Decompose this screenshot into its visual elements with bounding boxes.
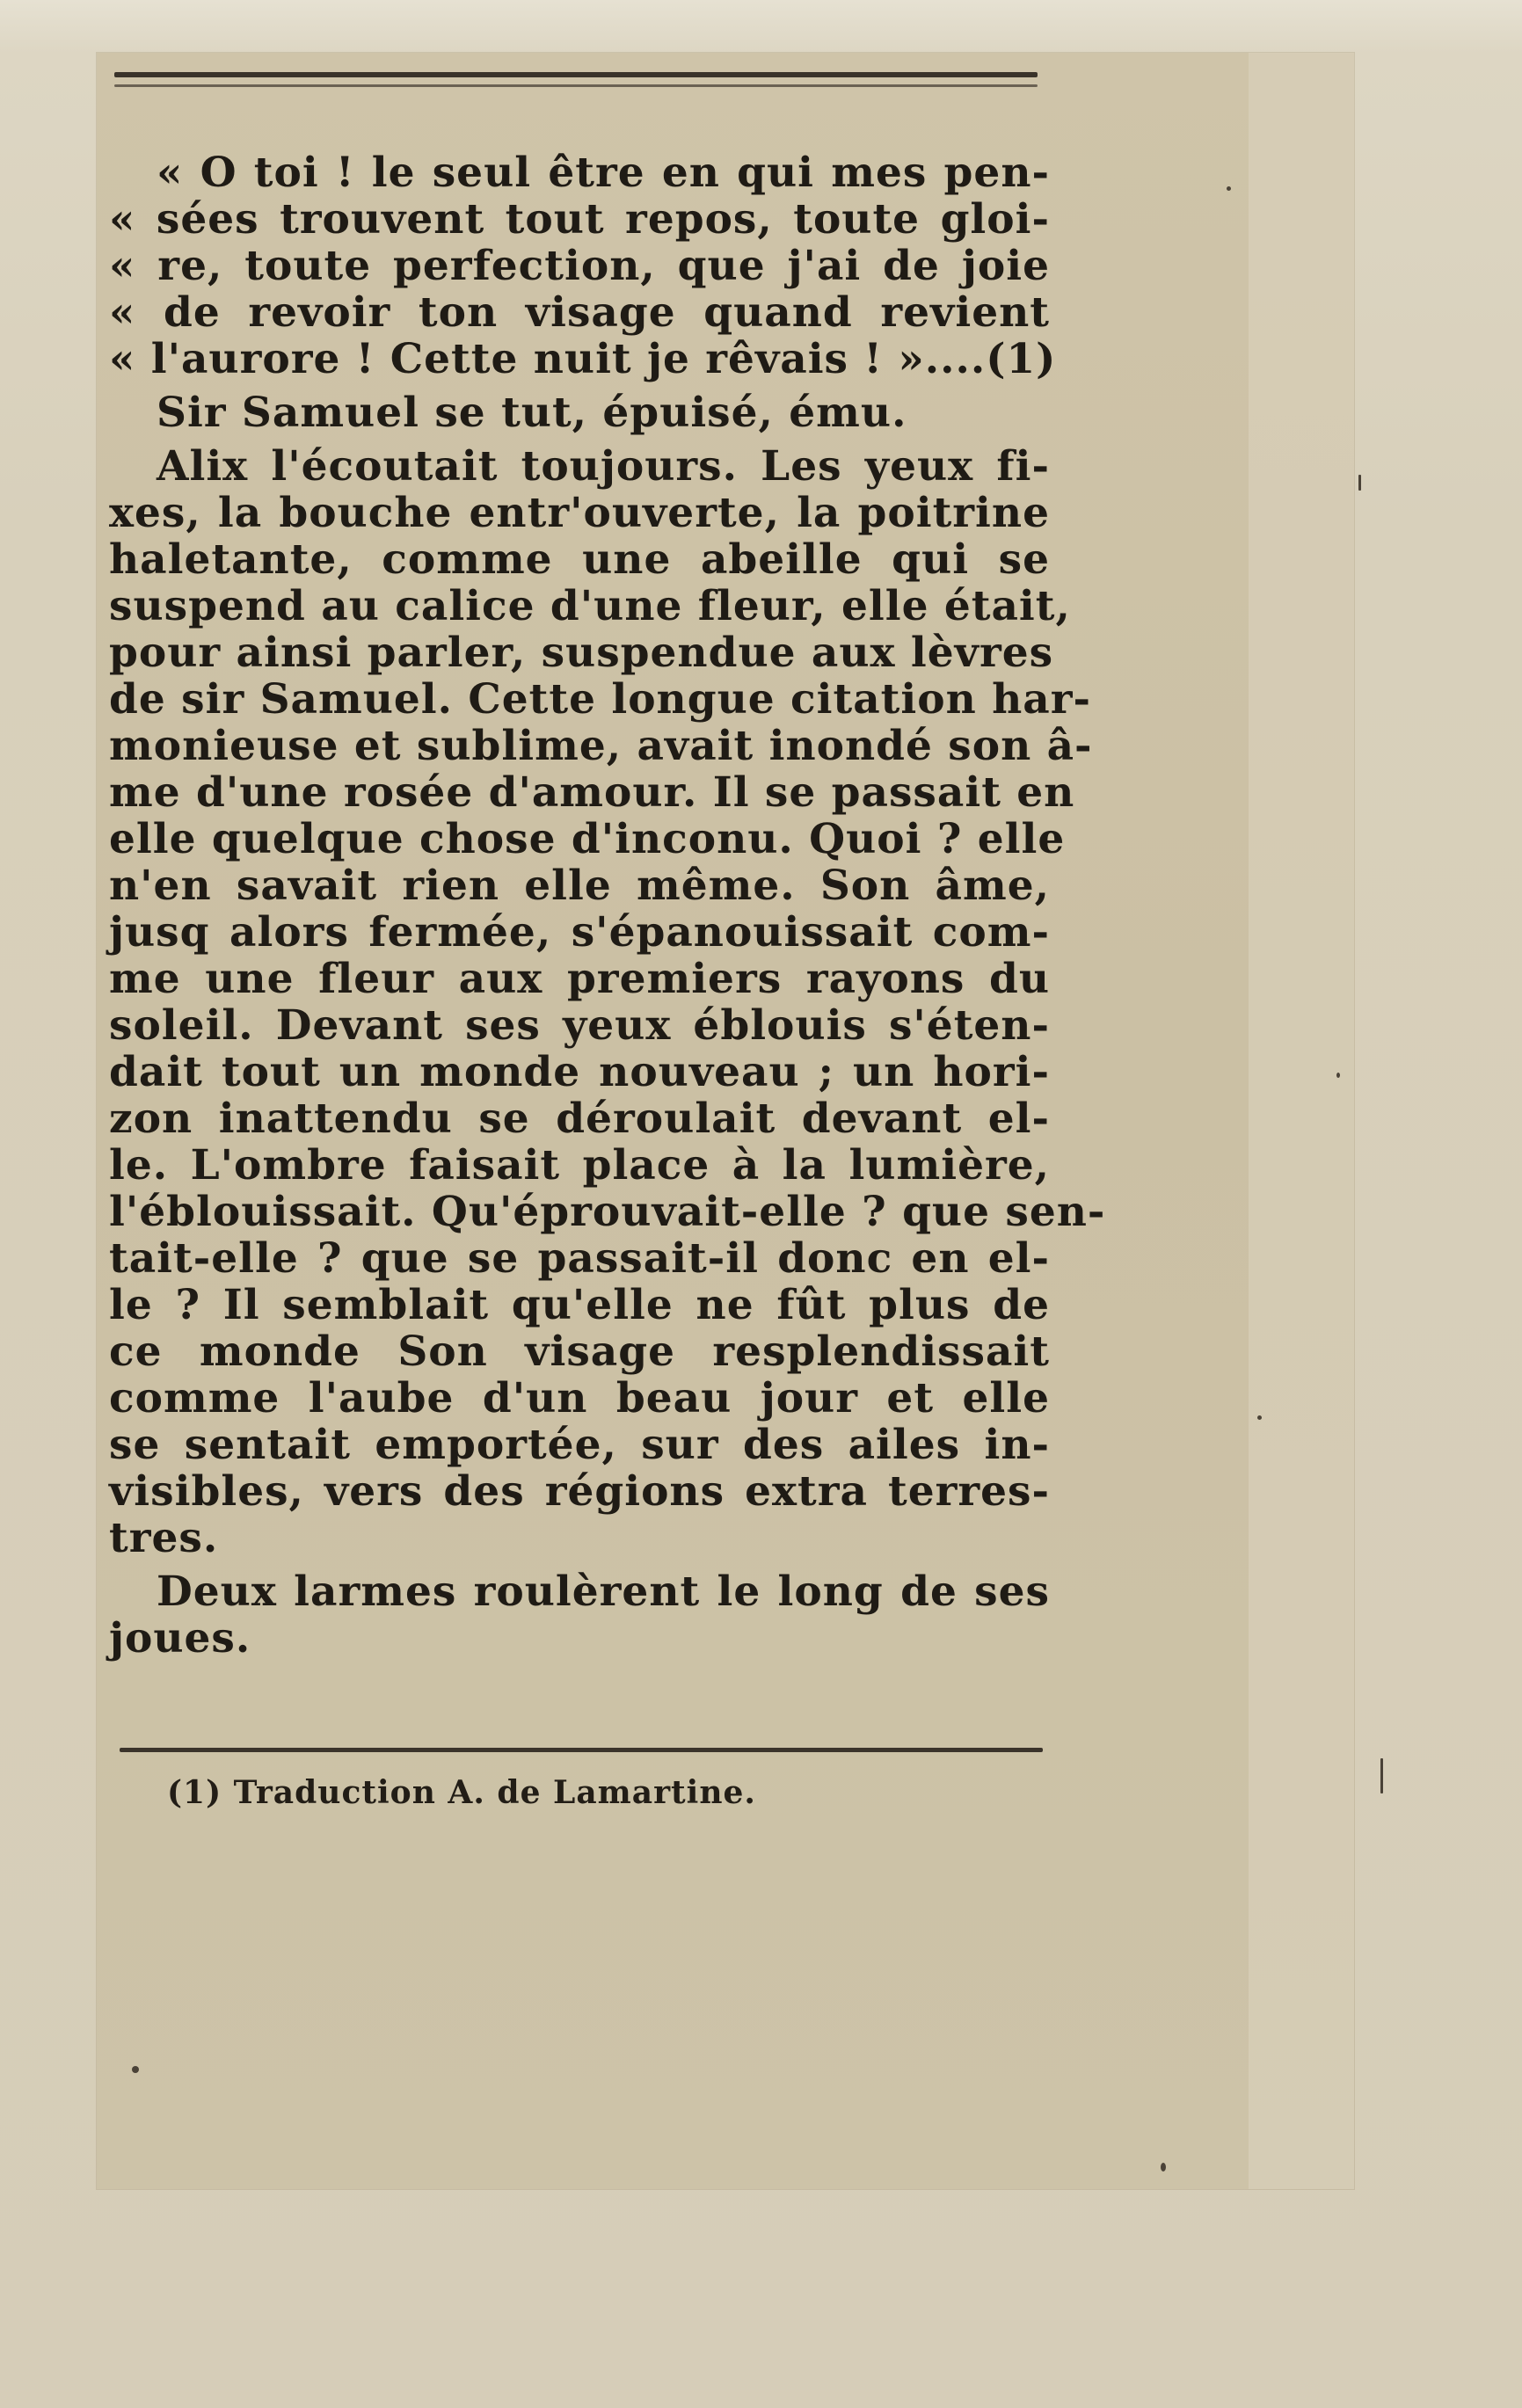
paragraph-line: Alix l'écoutait toujours. Les yeux fi-	[157, 442, 1050, 491]
paragraph-line: joues.	[109, 1614, 251, 1662]
top-rule	[114, 72, 1038, 77]
paragraph-line: de sir Samuel. Cette longue citation har-	[109, 675, 1091, 724]
paragraph-line: dait tout un monde nouveau ; un hori-	[109, 1048, 1050, 1096]
paragraph-line: me d'une rosée d'amour. Il se passait en	[109, 768, 1075, 817]
paragraph-line: n'en savait rien elle même. Son âme,	[109, 862, 1050, 910]
quote-line: « de revoir ton visage quand revient	[109, 288, 1050, 337]
article-body	[109, 149, 1106, 1662]
paragraph-line: le. L'ombre faisait place à la lumière,	[109, 1141, 1050, 1189]
paragraph-line: pour ainsi parler, suspendue aux lèvres	[109, 629, 1054, 677]
paragraph-line: xes, la bouche entr'ouverte, la poitrine	[109, 489, 1050, 537]
paper-speck	[1336, 1073, 1340, 1078]
paragraph-line: me une fleur aux premiers rayons du	[109, 955, 1050, 1003]
footnote-rule	[120, 1748, 1043, 1752]
paper-speck	[132, 2066, 139, 2073]
quote-line: « sées trouvent tout repos, toute gloi-	[109, 195, 1050, 244]
paragraph-line: monieuse et sublime, avait inondé son â-	[109, 722, 1093, 770]
paragraph-line: zon inattendu se déroulait devant el-	[109, 1095, 1050, 1143]
paper-speck	[1257, 1415, 1262, 1420]
paragraph-line: Deux larmes roulèrent le long de ses	[157, 1568, 1050, 1616]
paper-speck	[1161, 2163, 1166, 2172]
quote-block	[109, 149, 1057, 383]
paragraph-1	[109, 389, 1050, 436]
paper-speck	[1227, 186, 1231, 191]
paragraph-line: jusq alors fermée, s'épanouissait com-	[109, 908, 1050, 957]
quote-line: « l'aurore ! Cette nuit je rêvais ! »....(1)	[109, 335, 1057, 383]
paragraph-3	[109, 1568, 1050, 1662]
paragraph-line: elle quelque chose d'inconu. Quoi ? elle	[109, 815, 1066, 863]
paragraph-line: suspend au calice d'une fleur, elle était,	[109, 582, 1071, 630]
paragraph-line: comme l'aube d'un beau jour et elle	[109, 1374, 1050, 1422]
paragraph-2	[109, 442, 1106, 1562]
paragraph-line: l'éblouissait. Qu'éprouvait-elle ? que sen-	[109, 1188, 1106, 1236]
paragraph-line: soleil. Devant ses yeux éblouis s'éten-	[109, 1001, 1050, 1050]
paragraph-line: visibles, vers des régions extra terres-	[109, 1467, 1050, 1516]
paper-speck	[1380, 1758, 1383, 1793]
paragraph-line: se sentait emportée, sur des ailes in-	[109, 1421, 1050, 1469]
footnote: (1) Traduction A. de Lamartine.	[167, 1774, 756, 1811]
paragraph-line: haletante, comme une abeille qui se	[109, 535, 1050, 584]
clipping-edge-strip	[1249, 53, 1354, 2189]
quote-line: « O toi ! le seul être en qui mes pen-	[157, 149, 1050, 197]
paper-speck	[1358, 475, 1361, 491]
paragraph-line: ce monde Son visage resplendissait	[109, 1328, 1050, 1376]
paragraph-line: le ? Il semblait qu'elle ne fût plus de	[109, 1281, 1050, 1329]
quote-line: « re, toute perfection, que j'ai de joie	[109, 242, 1050, 290]
top-rule-thin	[114, 84, 1038, 87]
paragraph-line: tres.	[109, 1514, 219, 1562]
paragraph-line: tait-elle ? que se passait-il donc en el-	[109, 1234, 1050, 1283]
paragraph-line: Sir Samuel se tut, épuisé, ému.	[157, 389, 907, 437]
